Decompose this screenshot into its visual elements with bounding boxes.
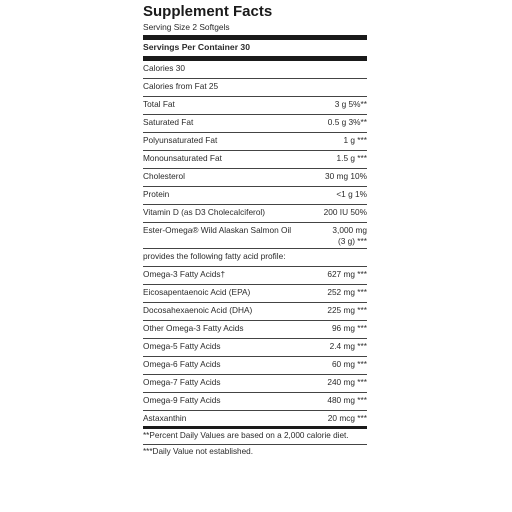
- nutrient-value: 1 g ***: [343, 135, 367, 145]
- nutrient-label: Docosahexaenoic Acid (DHA): [143, 305, 253, 315]
- nutrient-row: [143, 267, 367, 285]
- nutrient-value: 30 mg 10%: [325, 171, 367, 181]
- nutrient-label: Omega-3 Fatty Acids†: [143, 269, 226, 279]
- servings-per-container: Servings Per Container 30: [143, 42, 250, 52]
- nutrient-label: Calories 30: [143, 63, 185, 73]
- nutrient-row: [143, 223, 367, 249]
- nutrient-label: Omega-7 Fatty Acids: [143, 377, 221, 387]
- nutrient-value: 200 IU 50%: [323, 207, 367, 217]
- nutrient-label: Polyunsaturated Fat: [143, 135, 218, 145]
- nutrient-label: provides the following fatty acid profile:: [143, 251, 286, 261]
- nutrient-row: [143, 79, 367, 97]
- nutrient-value: 1.5 g ***: [336, 153, 367, 163]
- nutrient-row: [143, 393, 367, 411]
- nutrient-value: 3 g 5%**: [334, 99, 367, 109]
- nutrient-row: [143, 321, 367, 339]
- nutrient-label: Vitamin D (as D3 Cholecalciferol): [143, 207, 266, 217]
- nutrient-row: [143, 133, 367, 151]
- nutrient-label: Monounsaturated Fat: [143, 153, 222, 163]
- footnote: ***Daily Value not established.: [143, 446, 253, 456]
- nutrient-label: Astaxanthin: [143, 413, 187, 423]
- nutrient-row: [143, 303, 367, 321]
- nutrient-value: 627 mg ***: [327, 269, 367, 279]
- nutrient-value: <1 g 1%: [336, 189, 367, 199]
- nutrient-row: [143, 115, 367, 133]
- nutrient-label: Protein: [143, 189, 170, 199]
- nutrient-label: Omega-5 Fatty Acids: [143, 341, 221, 351]
- nutrient-label: Cholesterol: [143, 171, 185, 181]
- nutrient-value: 240 mg ***: [327, 377, 367, 387]
- nutrient-label: Omega-6 Fatty Acids: [143, 359, 221, 369]
- nutrient-value: 0.5 g 3%**: [327, 117, 367, 127]
- nutrient-label: Ester-Omega® Wild Alaskan Salmon Oil: [143, 225, 292, 235]
- nutrient-row: [143, 249, 367, 267]
- nutrient-row: [143, 357, 367, 375]
- nutrient-row: [143, 205, 367, 223]
- nutrient-value: 252 mg ***: [327, 287, 367, 297]
- nutrient-row: [143, 285, 367, 303]
- nutrient-label: Omega-9 Fatty Acids: [143, 395, 221, 405]
- nutrient-value: 225 mg ***: [327, 305, 367, 315]
- nutrient-label: Calories from Fat 25: [143, 81, 219, 91]
- nutrient-row: [143, 61, 367, 79]
- nutrient-table: [143, 61, 367, 429]
- footnotes: [143, 429, 367, 459]
- footnote: **Percent Daily Values are based on a 2,000 calorie diet.: [143, 429, 367, 445]
- nutrient-row: [143, 169, 367, 187]
- nutrient-value: 3,000 mg (3 g) ***: [332, 225, 367, 246]
- nutrient-value: 60 mg ***: [331, 359, 367, 369]
- nutrient-value: 2.4 mg ***: [329, 341, 367, 351]
- nutrient-row: [143, 187, 367, 205]
- nutrient-row: [143, 411, 367, 429]
- panel-title: Supplement Facts: [143, 3, 273, 20]
- nutrient-value: 480 mg ***: [327, 395, 367, 405]
- nutrient-row: [143, 339, 367, 357]
- nutrient-row: [143, 151, 367, 169]
- nutrient-value: 20 mcg ***: [327, 413, 367, 423]
- nutrient-value: 96 mg ***: [331, 323, 367, 333]
- nutrient-label: Total Fat: [143, 99, 175, 109]
- nutrient-label: Other Omega-3 Fatty Acids: [143, 323, 244, 333]
- supplement-facts-panel: [143, 0, 367, 459]
- nutrient-label: Eicosapentaenoic Acid (EPA): [143, 287, 251, 297]
- nutrient-row: [143, 375, 367, 393]
- nutrient-label: Saturated Fat: [143, 117, 194, 127]
- nutrient-row: [143, 97, 367, 115]
- serving-size: Serving Size 2 Softgels: [143, 22, 230, 32]
